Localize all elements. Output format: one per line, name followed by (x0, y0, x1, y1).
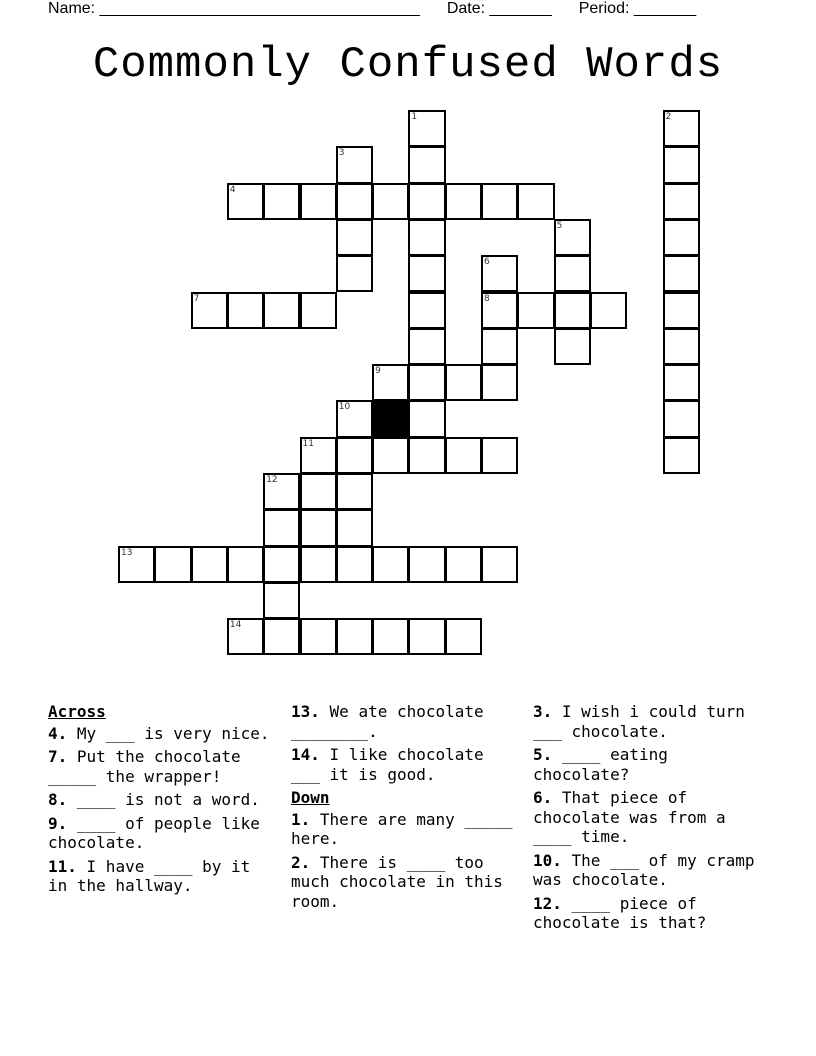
clue-text: I have ____ by it in the hallway. (48, 856, 251, 895)
crossword-cell[interactable] (481, 364, 518, 401)
clue-item (48, 857, 273, 896)
crossword-cell[interactable] (445, 364, 482, 401)
clue-number: 7 (193, 293, 200, 304)
crossword-cell[interactable] (445, 546, 482, 583)
clue-number: 2. (291, 852, 311, 872)
crossword-cell[interactable] (481, 546, 518, 583)
crossword-cell[interactable] (336, 437, 373, 474)
clue-item (533, 894, 768, 933)
clue-item (48, 790, 273, 810)
crossword-cell[interactable] (663, 183, 700, 220)
black-square (372, 400, 409, 437)
down-heading: Down (291, 788, 330, 807)
crossword-cell[interactable] (300, 509, 337, 546)
crossword-cell[interactable] (336, 183, 373, 220)
clue-number: 13. (291, 702, 320, 721)
clue-item (48, 814, 273, 853)
crossword-cell[interactable] (372, 618, 409, 655)
clue-text: That piece of chocolate was from a ____ time. (533, 788, 726, 846)
clue-number: 2 (665, 112, 672, 122)
crossword-cell[interactable] (154, 546, 191, 583)
clue-item (291, 810, 521, 849)
crossword-cell[interactable] (408, 255, 445, 292)
clue-number: 8 (484, 293, 490, 304)
crossword-cell[interactable] (300, 546, 337, 583)
crossword-cell[interactable] (663, 400, 700, 437)
crossword-cell[interactable] (554, 255, 591, 292)
crossword-cell[interactable] (663, 437, 700, 474)
crossword-cell[interactable] (481, 292, 518, 329)
clue-number: 8. (48, 790, 68, 809)
crossword-cell[interactable] (227, 546, 264, 583)
crossword-cell[interactable] (263, 183, 300, 220)
clues-column-3 (533, 702, 768, 937)
crossword-cell[interactable] (408, 110, 445, 147)
clue-item (533, 745, 768, 784)
date-field[interactable]: Date: _______ (446, 0, 552, 17)
crossword-cell[interactable] (263, 582, 300, 619)
crossword-cell[interactable] (408, 219, 445, 256)
clue-number: 11. (48, 856, 77, 876)
clue-text: The ___ of my cramp was chocolate. (533, 850, 755, 889)
clue-text: I like chocolate ___ it is good. (291, 745, 484, 784)
crossword-cell[interactable] (481, 183, 518, 220)
crossword-cell[interactable] (481, 328, 518, 365)
clue-text: ____ piece of chocolate is that? (533, 893, 707, 932)
crossword-cell[interactable] (554, 328, 591, 365)
crossword-cell[interactable] (191, 546, 228, 583)
crossword-cell[interactable] (300, 292, 337, 329)
clues-column-2 (291, 702, 521, 915)
clue-number: 3. (533, 702, 553, 721)
crossword-cell[interactable] (663, 292, 700, 329)
clue-text: ____ eating chocolate? (533, 745, 668, 784)
crossword-cell[interactable] (191, 292, 228, 329)
clue-number: 6. (533, 788, 553, 807)
crossword-cell[interactable] (336, 400, 373, 437)
clue-item (533, 702, 768, 741)
clue-text: There is ____ too much chocolate in this room. (291, 852, 503, 911)
crossword-cell[interactable] (408, 437, 445, 474)
clue-text: ____ is not a word. (67, 790, 260, 809)
clue-number: 9 (375, 366, 381, 377)
crossword-cell[interactable] (372, 183, 409, 220)
crossword-cell[interactable] (408, 146, 445, 183)
crossword-cell[interactable] (336, 473, 373, 510)
clue-number: 14. (291, 745, 320, 764)
crossword-cell[interactable] (336, 509, 373, 546)
clue-item (291, 702, 521, 741)
clue-item (48, 724, 273, 744)
crossword-cell[interactable] (408, 183, 445, 220)
clue-number: 5. (533, 745, 553, 764)
crossword-cell[interactable] (263, 546, 300, 583)
clue-number: 5 (556, 220, 563, 231)
clue-number: 1 (411, 112, 418, 122)
crossword-cell[interactable] (263, 618, 300, 655)
clue-number: 4. (48, 723, 68, 743)
clue-number: 13 (121, 547, 133, 558)
crossword-cell[interactable] (445, 437, 482, 474)
crossword-cell[interactable] (408, 546, 445, 583)
crossword-cell[interactable] (336, 146, 373, 183)
clue-text: We ate chocolate ________. (291, 702, 484, 741)
crossword-cell[interactable] (445, 183, 482, 220)
clue-number: 12 (266, 475, 278, 485)
crossword-cell[interactable] (663, 146, 700, 183)
crossword-cell[interactable] (663, 328, 700, 365)
clue-number: 4 (229, 184, 236, 195)
crossword-cell[interactable] (481, 255, 518, 292)
clue-number: 1. (291, 809, 311, 829)
crossword-cell[interactable] (554, 292, 591, 329)
crossword-cell[interactable] (517, 292, 554, 329)
crossword-cell[interactable] (336, 618, 373, 655)
clue-number: 12. (533, 893, 562, 913)
clue-number: 11 (302, 438, 314, 449)
crossword-cell[interactable] (517, 183, 554, 220)
crossword-cell[interactable] (408, 364, 445, 401)
clue-item (291, 853, 521, 912)
crossword-cell[interactable] (227, 292, 264, 329)
crossword-cell[interactable] (263, 292, 300, 329)
crossword-cell[interactable] (263, 473, 300, 510)
crossword-cell[interactable] (263, 509, 300, 546)
crossword-cell[interactable] (336, 546, 373, 583)
crossword-cell[interactable] (590, 292, 627, 329)
crossword-cell[interactable] (663, 219, 700, 256)
clue-number: 7. (48, 747, 68, 766)
clue-text: There are many _____ here. (291, 809, 513, 848)
crossword-cell[interactable] (481, 437, 518, 474)
crossword-cell[interactable] (663, 110, 700, 147)
crossword-cell[interactable] (227, 618, 264, 655)
page-title: Commonly Confused Words (92, 40, 724, 90)
clue-number: 9. (48, 813, 68, 833)
crossword-cell[interactable] (300, 618, 337, 655)
crossword-cell[interactable] (408, 292, 445, 329)
clue-number: 10 (338, 402, 351, 413)
clue-text: I wish i could turn ___ chocolate. (533, 702, 745, 741)
crossword-cell[interactable] (336, 255, 373, 292)
crossword-cell[interactable] (118, 546, 155, 583)
crossword-cell[interactable] (336, 219, 373, 256)
crossword-cell[interactable] (445, 618, 482, 655)
crossword-cell[interactable] (408, 400, 445, 437)
clue-number: 10. (533, 850, 562, 870)
period-field[interactable]: Period: _______ (578, 0, 697, 17)
crossword-cell[interactable] (300, 473, 337, 510)
crossword-cell[interactable] (663, 255, 700, 292)
clues-column-1 (48, 702, 273, 900)
crossword-cell[interactable] (408, 328, 445, 365)
clue-item (533, 788, 768, 847)
crossword-cell[interactable] (554, 219, 591, 256)
clue-text: ____ of people like chocolate. (48, 813, 260, 852)
crossword-cell[interactable] (663, 364, 700, 401)
crossword-cell[interactable] (372, 546, 409, 583)
crossword-cell[interactable] (300, 437, 337, 474)
clue-number: 6 (484, 257, 490, 268)
crossword-cell[interactable] (300, 183, 337, 220)
clue-number: 3 (338, 148, 345, 159)
across-heading: Across (48, 702, 106, 721)
crossword-cell[interactable] (372, 437, 409, 474)
crossword-cell[interactable] (408, 618, 445, 655)
clue-item (533, 851, 768, 890)
clue-number: 14 (229, 620, 242, 631)
name-field[interactable]: Name: ____________________________________ (48, 0, 420, 17)
crossword-cell[interactable] (227, 183, 264, 220)
clue-text: My ___ is very nice. (67, 723, 270, 743)
crossword-cell[interactable] (372, 364, 409, 401)
clue-text: Put the chocolate _____ the wrapper! (48, 747, 241, 786)
clue-item (291, 745, 521, 784)
clue-item (48, 747, 273, 786)
